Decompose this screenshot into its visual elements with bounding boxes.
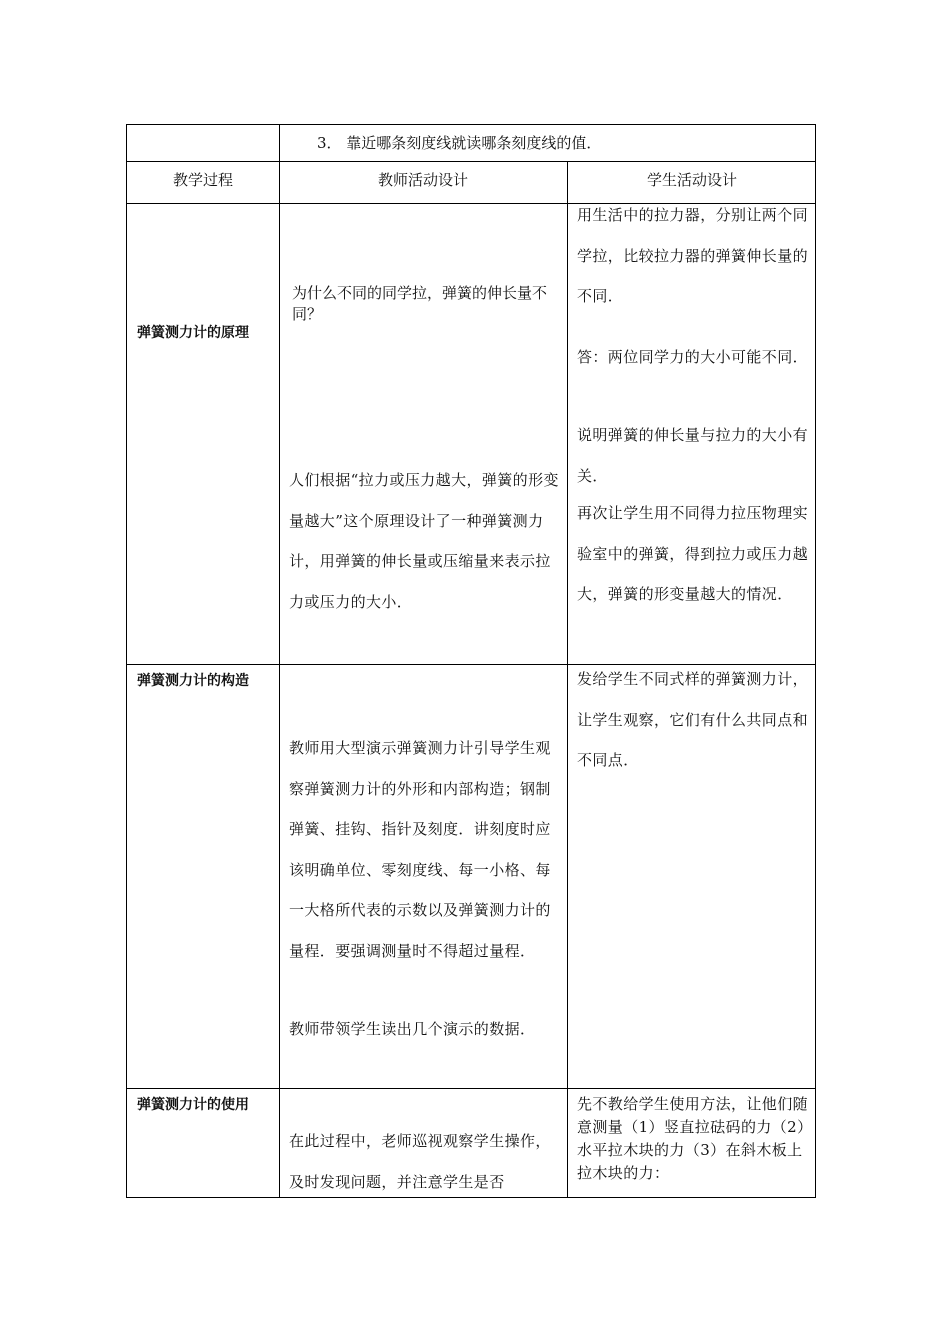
row-divider — [127, 1088, 815, 1089]
teacher-construction-text: 教师用大型演示弹簧测力计引导学生观察弹簧测力计的外形和内部构造；钢制弹簧、挂钩、指针及刻度．讲刻度时应该明确单位、零刻度线、每一小格、每一大格所代表的示数以及弹簧测力计的量程．要强调测量时不得超过量程． — [289, 739, 551, 960]
student-construction-text: 发给学生不同式样的弹簧测力计，让学生观察，它们有什么共同点和不同点． — [577, 670, 809, 769]
teacher-construction-text-2: 教师带领学生读出几个演示的数据． — [289, 1020, 536, 1038]
student-activity-1: 用生活中的拉力器，分别让两个同学拉，比较拉力器的弹簧伸长量的不同． — [577, 206, 809, 305]
student-usage-text: 先不教给学生使用方法，让他们随意测量（1）竖直拉砝码的力（2）水平拉木块的力（3）在斜木板上拉木块的力： — [577, 1095, 809, 1182]
column-divider — [567, 161, 568, 1197]
header-teaching-process: 教学过程 — [172, 171, 233, 189]
student-answer: 答：两位同学力的大小可能不同． — [577, 348, 809, 366]
teacher-question: 为什么不同的同学拉，弹簧的伸长量不同？ — [292, 284, 548, 323]
header-teacher-activity: 教师活动设计 — [377, 171, 468, 189]
student-activity-4: 再次让学生用不同得力拉压物理实验室中的弹簧，得到拉力或压力越大，弹簧的形变量越大的情况． — [577, 504, 809, 603]
section-title-construction: 弹簧测力计的构造 — [137, 673, 249, 689]
row-divider — [127, 161, 815, 162]
teacher-usage-text: 在此过程中，老师巡视观察学生操作，及时发现问题，并注意学生是否 — [289, 1132, 551, 1191]
teacher-principle-text: 人们根据“拉力或压力越大，弹簧的形变量越大”这个原理设计了一种弹簧测力计，用弹簧的伸长量或压缩量来表示拉力或压力的大小． — [289, 471, 559, 611]
column-divider — [279, 125, 280, 1197]
section-title-usage: 弹簧测力计的使用 — [137, 1097, 249, 1113]
top-note: 3． 靠近哪条刻度线就读哪条刻度线的值． — [317, 134, 602, 152]
student-activity-3: 说明弹簧的伸长量与拉力的大小有关． — [577, 426, 809, 485]
header-student-activity: 学生活动设计 — [646, 171, 737, 189]
section-title-principle: 弹簧测力计的原理 — [137, 325, 249, 341]
lesson-plan-table — [126, 124, 816, 1198]
